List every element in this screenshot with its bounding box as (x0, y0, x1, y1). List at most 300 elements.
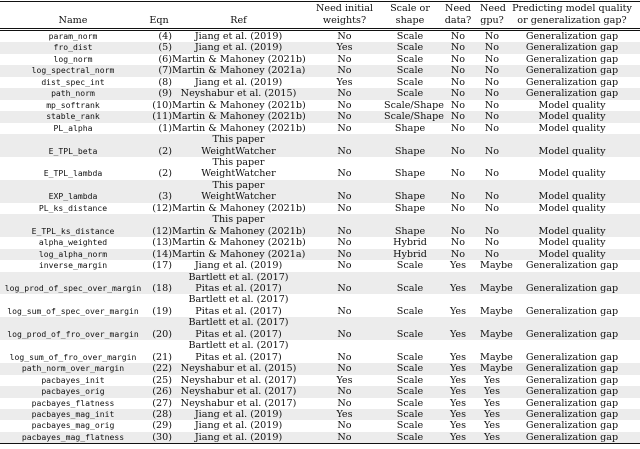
cell-ref (172, 100, 305, 111)
cell-data: No (450, 76, 466, 88)
cell-data: Yes (449, 282, 467, 294)
cell-name: PL_ks_distance (38, 202, 108, 213)
cell-pred: Generalization gap (525, 31, 619, 42)
table-row (0, 363, 640, 374)
cell-pred: Generalization gap (525, 305, 619, 317)
cell-pred: Generalization gap (525, 76, 619, 88)
cell-eqn: (26) (152, 386, 172, 398)
cell-name: pacbayes_mag_init (31, 408, 115, 419)
table-row (0, 249, 640, 260)
cell-gpu: Maybe (480, 305, 513, 317)
table-header (0, 2, 640, 30)
ref-line: Bartlett et al. (2017) (188, 294, 289, 306)
cell-data: Yes (449, 386, 467, 398)
column-header-shape (384, 2, 436, 30)
table-row (0, 386, 640, 397)
cell-shape: Scale (396, 305, 424, 317)
cell-shape: Scale (396, 260, 424, 272)
ref-line: WeightWatcher (201, 191, 276, 203)
cell-data: Yes (449, 328, 467, 340)
cell-data: No (450, 191, 466, 203)
cell-eqn: (6) (158, 53, 172, 65)
ref-line: Jiang et al. (2019) (194, 260, 283, 272)
table-row (0, 30, 640, 43)
cell-name: pacbayes_mag_flatness (21, 431, 125, 442)
column-header-line: data? (444, 14, 472, 26)
cell-shape: Scale (396, 88, 424, 100)
cell-shape: Scale (396, 76, 424, 88)
cell-name: pacbayes_orig (41, 386, 105, 397)
cell-data: No (450, 88, 466, 100)
column-header-ref (172, 2, 305, 30)
ref-line: This paper (212, 156, 265, 168)
ref-line: Martin & Mahoney (2021b) (172, 111, 306, 123)
cell-shape: Scale (396, 431, 424, 443)
cell-gpu: No (484, 65, 500, 77)
table-row (0, 237, 640, 248)
cell-name: E_TPL_beta (48, 145, 98, 156)
cell-gpu: Yes (483, 374, 501, 386)
cell-data: No (450, 111, 466, 123)
table-row (0, 432, 640, 444)
cell-gpu: Maybe (480, 363, 513, 375)
table-row (0, 54, 640, 65)
cell-eqn: (5) (158, 42, 172, 54)
cell-ref (172, 111, 305, 122)
cell-pred: Model quality (538, 225, 606, 237)
cell-init: No (337, 122, 352, 134)
cell-gpu: Maybe (480, 260, 513, 272)
column-header-line: gpu? (480, 14, 504, 26)
cell-shape: Scale (396, 420, 424, 432)
table-row (0, 111, 640, 122)
column-header-init (305, 2, 384, 30)
cell-name: inverse_margin (38, 260, 108, 271)
ref-line: Jiang et al. (2019) (194, 76, 283, 88)
cell-name: log_sum_of_fro_over_margin (9, 351, 137, 362)
cell-eqn: (2) (158, 145, 172, 157)
cell-data: No (450, 145, 466, 157)
cell-pred: Generalization gap (525, 260, 619, 272)
cell-pred: Generalization gap (525, 88, 619, 100)
cell-eqn: (9) (158, 88, 172, 100)
ref-line: Bartlett et al. (2017) (188, 271, 289, 283)
ref-line: Neyshabur et al. (2015) (180, 363, 297, 375)
cell-pred: Generalization gap (525, 374, 619, 386)
cell-init: No (337, 145, 352, 157)
table-row (0, 123, 640, 134)
cell-gpu: No (484, 202, 500, 214)
cell-init: No (337, 237, 352, 249)
cell-shape: Scale (396, 65, 424, 77)
table-row (0, 134, 640, 157)
cell-data: No (450, 65, 466, 77)
cell-name: dist_spec_int (41, 76, 105, 87)
cell-eqn: (18) (152, 282, 172, 294)
cell-eqn: (3) (158, 191, 172, 203)
ref-line: This paper (212, 179, 265, 191)
column-header-line: Scale or (390, 3, 430, 14)
cell-data: No (450, 237, 466, 249)
cell-data: No (450, 202, 466, 214)
cell-ref (172, 272, 305, 295)
cell-shape: Scale (396, 328, 424, 340)
cell-eqn: (30) (152, 431, 172, 443)
cell-init: Yes (336, 76, 353, 88)
cell-ref (172, 30, 305, 43)
ref-line: Pitas et al. (2017) (195, 305, 282, 317)
ref-line: Martin & Mahoney (2021b) (172, 202, 306, 214)
cell-ref (172, 237, 305, 248)
ref-line: WeightWatcher (201, 168, 276, 180)
cell-data: Yes (449, 420, 467, 432)
ref-line: Martin & Mahoney (2021b) (172, 122, 306, 134)
cell-shape: Scale (396, 386, 424, 398)
column-header-eqn (146, 2, 172, 30)
cell-name: log_norm (53, 53, 93, 64)
cell-data: No (450, 225, 466, 237)
cell-name: stable_rank (46, 111, 100, 122)
cell-gpu: No (484, 191, 500, 203)
cell-ref (172, 398, 305, 409)
cell-gpu: No (484, 225, 500, 237)
cell-name: log_prod_of_fro_over_margin (7, 328, 139, 339)
cell-shape: Shape (394, 168, 426, 180)
cell-pred: Generalization gap (525, 328, 619, 340)
cell-pred: Generalization gap (525, 282, 619, 294)
cell-shape: Shape (394, 145, 426, 157)
cell-init: No (337, 386, 352, 398)
column-header-line: or generalization gap? (517, 14, 627, 26)
ref-line: Jiang et al. (2019) (194, 42, 283, 54)
cell-name: E_TPL_lambda (43, 168, 103, 179)
cell-pred: Model quality (538, 168, 606, 180)
column-header-line: Predicting model quality (512, 3, 632, 14)
cell-data: No (450, 122, 466, 134)
column-header-gpu (480, 2, 504, 30)
table-row (0, 77, 640, 88)
ref-line: WeightWatcher (201, 145, 276, 157)
cell-gpu: Yes (483, 408, 501, 420)
cell-pred: Generalization gap (525, 65, 619, 77)
table-row (0, 375, 640, 386)
cell-shape: Scale (396, 397, 424, 409)
table-row (0, 214, 640, 237)
cell-gpu: Maybe (480, 282, 513, 294)
cell-eqn: (29) (152, 420, 172, 432)
table-row (0, 180, 640, 203)
ref-line: This paper (212, 214, 265, 226)
cell-shape: Scale/Shape (384, 99, 444, 111)
cell-data: No (450, 53, 466, 65)
cell-eqn: (10) (152, 99, 172, 111)
cell-ref (172, 157, 305, 180)
cell-eqn: (8) (158, 76, 172, 88)
ref-line: Pitas et al. (2017) (195, 351, 282, 363)
cell-init: No (337, 305, 352, 317)
cell-eqn: (28) (152, 408, 172, 420)
ref-line: Jiang et al. (2019) (194, 431, 283, 443)
cell-name: path_norm (51, 88, 95, 99)
cell-pred: Model quality (538, 202, 606, 214)
cell-name: param_norm (48, 31, 98, 41)
cell-name: log_spectral_norm (31, 65, 115, 76)
cell-ref (172, 42, 305, 53)
cell-name: log_prod_of_spec_over_margin (4, 282, 142, 293)
cell-eqn: (25) (152, 374, 172, 386)
cell-ref (172, 317, 305, 340)
cell-name: pacbayes_init (41, 374, 105, 385)
ref-line: Bartlett et al. (2017) (188, 317, 289, 329)
cell-init: No (337, 351, 352, 363)
ref-line: Pitas et al. (2017) (195, 328, 282, 340)
column-header-line: Need initial (316, 3, 373, 14)
column-header-line: shape (395, 14, 425, 26)
cell-eqn: (19) (152, 305, 172, 317)
cell-eqn: (1) (158, 122, 172, 134)
cell-eqn: (17) (152, 260, 172, 272)
cell-gpu: Yes (483, 397, 501, 409)
cell-name: path_norm_over_margin (21, 363, 125, 374)
cell-ref (172, 180, 305, 203)
cell-data: Yes (449, 408, 467, 420)
cell-pred: Model quality (538, 99, 606, 111)
cell-gpu: No (484, 31, 500, 42)
cell-ref (172, 420, 305, 431)
cell-ref (172, 65, 305, 76)
table-row (0, 317, 640, 340)
ref-line: Jiang et al. (2019) (194, 31, 283, 42)
cell-name: PL_alpha (53, 122, 93, 133)
cell-init: No (337, 168, 352, 180)
cell-ref (172, 134, 305, 157)
cell-gpu: No (484, 248, 500, 260)
cell-shape: Scale (396, 374, 424, 386)
cell-init: No (337, 191, 352, 203)
cell-gpu: No (484, 42, 500, 54)
ref-line: Neyshabur et al. (2017) (180, 386, 297, 398)
cell-shape: Scale (396, 363, 424, 375)
cell-eqn: (22) (152, 363, 172, 375)
cell-shape: Shape (394, 225, 426, 237)
cell-gpu: Maybe (480, 351, 513, 363)
ref-line: Martin & Mahoney (2021b) (172, 99, 306, 111)
cell-pred: Generalization gap (525, 351, 619, 363)
cell-eqn: (14) (152, 248, 172, 260)
cell-eqn: (13) (152, 237, 172, 249)
ref-line: Pitas et al. (2017) (195, 282, 282, 294)
cell-shape: Scale (396, 53, 424, 65)
cell-name: log_alpha_norm (38, 248, 108, 259)
cell-data: No (450, 31, 466, 42)
cell-ref (172, 375, 305, 386)
cell-init: No (337, 420, 352, 432)
cell-eqn: (21) (152, 351, 172, 363)
cell-name: log_sum_of_spec_over_margin (7, 305, 139, 316)
cell-init: No (337, 31, 352, 42)
table-row (0, 203, 640, 214)
table-row (0, 398, 640, 409)
cell-eqn: (20) (152, 328, 172, 340)
table-row (0, 420, 640, 431)
cell-gpu: No (484, 111, 500, 123)
cell-init: No (337, 202, 352, 214)
cell-eqn: (12) (152, 225, 172, 237)
cell-shape: Shape (394, 122, 426, 134)
cell-ref (172, 386, 305, 397)
cell-name: fro_dist (53, 42, 93, 53)
column-header-data (436, 2, 480, 30)
cell-data: No (450, 248, 466, 260)
ref-line: Neyshabur et al. (2017) (180, 397, 297, 409)
cell-gpu: No (484, 168, 500, 180)
table-row (0, 272, 640, 295)
cell-data: Yes (449, 260, 467, 272)
cell-data: Yes (449, 305, 467, 317)
cell-data: No (450, 99, 466, 111)
cell-pred: Generalization gap (525, 420, 619, 432)
cell-gpu: No (484, 237, 500, 249)
cell-ref (172, 432, 305, 444)
table-row (0, 157, 640, 180)
cell-ref (172, 88, 305, 99)
cell-data: No (450, 42, 466, 54)
cell-pred: Model quality (538, 237, 606, 249)
cell-eqn: (4) (158, 31, 172, 42)
cell-init: No (337, 65, 352, 77)
table-row (0, 409, 640, 420)
column-header-line: Name (58, 14, 88, 26)
column-header-line: Eqn (149, 14, 169, 26)
column-header-line: Ref (230, 14, 247, 26)
cell-eqn: (12) (152, 202, 172, 214)
cell-name: alpha_weighted (38, 237, 108, 248)
cell-pred: Generalization gap (525, 431, 619, 443)
cell-shape: Scale (396, 408, 424, 420)
column-header-line: weights? (322, 14, 367, 26)
cell-data: Yes (449, 397, 467, 409)
cell-pred: Generalization gap (525, 42, 619, 54)
cell-gpu: No (484, 53, 500, 65)
cell-shape: Scale/Shape (384, 111, 444, 123)
cell-pred: Model quality (538, 111, 606, 123)
ref-line: Jiang et al. (2019) (194, 408, 283, 420)
cell-ref (172, 123, 305, 134)
cell-gpu: Yes (483, 431, 501, 443)
cell-name: EXP_lambda (48, 191, 98, 202)
cell-data: Yes (449, 431, 467, 443)
table-row (0, 260, 640, 271)
cell-ref (172, 340, 305, 363)
cell-pred: Generalization gap (525, 53, 619, 65)
cell-ref (172, 294, 305, 317)
table-row (0, 42, 640, 53)
ref-line: This paper (212, 134, 265, 146)
cell-shape: Shape (394, 202, 426, 214)
column-header-line: Need (480, 3, 506, 14)
cell-pred: Model quality (538, 191, 606, 203)
table-body (0, 30, 640, 444)
ref-line: Martin & Mahoney (2021a) (172, 65, 306, 77)
column-header-pred (504, 2, 640, 30)
cell-init: No (337, 397, 352, 409)
cell-eqn: (7) (158, 65, 172, 77)
cell-init: No (337, 328, 352, 340)
cell-gpu: No (484, 99, 500, 111)
cell-shape: Scale (396, 282, 424, 294)
table-row (0, 100, 640, 111)
cell-name: pacbayes_flatness (31, 397, 115, 408)
cell-gpu: No (484, 145, 500, 157)
table-row (0, 88, 640, 99)
table-row (0, 65, 640, 76)
cell-gpu: Maybe (480, 328, 513, 340)
ref-line: Neyshabur et al. (2015) (180, 88, 297, 100)
cell-init: No (337, 225, 352, 237)
cell-ref (172, 409, 305, 420)
table-row (0, 294, 640, 317)
cell-init: No (337, 53, 352, 65)
cell-init: No (337, 363, 352, 375)
metrics-table (0, 1, 640, 444)
cell-gpu: No (484, 122, 500, 134)
cell-pred: Model quality (538, 145, 606, 157)
cell-ref (172, 214, 305, 237)
column-header-name (0, 2, 146, 30)
cell-init: No (337, 431, 352, 443)
ref-line: Martin & Mahoney (2021b) (172, 237, 306, 249)
cell-init: Yes (336, 408, 353, 420)
cell-init: No (337, 111, 352, 123)
cell-pred: Generalization gap (525, 408, 619, 420)
cell-shape: Hybrid (393, 248, 427, 260)
cell-pred: Model quality (538, 248, 606, 260)
cell-pred: Model quality (538, 122, 606, 134)
cell-init: No (337, 282, 352, 294)
cell-init: No (337, 260, 352, 272)
cell-init: Yes (336, 374, 353, 386)
ref-line: Martin & Mahoney (2021a) (172, 248, 306, 260)
cell-shape: Scale (396, 351, 424, 363)
cell-init: Yes (336, 42, 353, 54)
ref-line: Bartlett et al. (2017) (188, 340, 289, 352)
cell-ref (172, 203, 305, 214)
cell-shape: Scale (396, 42, 424, 54)
ref-line: Martin & Mahoney (2021b) (172, 225, 306, 237)
header-row (0, 2, 640, 30)
cell-ref (172, 249, 305, 260)
cell-init: No (337, 99, 352, 111)
cell-shape: Hybrid (393, 237, 427, 249)
cell-init: No (337, 88, 352, 100)
cell-gpu: Yes (483, 420, 501, 432)
cell-gpu: Yes (483, 386, 501, 398)
cell-ref (172, 54, 305, 65)
cell-shape: Shape (394, 191, 426, 203)
cell-ref (172, 363, 305, 374)
cell-shape: Scale (396, 31, 424, 42)
cell-data: Yes (449, 351, 467, 363)
cell-eqn: (11) (152, 111, 172, 123)
cell-data: Yes (449, 363, 467, 375)
cell-pred: Generalization gap (525, 363, 619, 375)
column-header-line: Need (445, 3, 471, 14)
cell-pred: Generalization gap (525, 386, 619, 398)
cell-eqn: (2) (158, 168, 172, 180)
cell-data: No (450, 168, 466, 180)
ref-line: Jiang et al. (2019) (194, 420, 283, 432)
table-row (0, 340, 640, 363)
